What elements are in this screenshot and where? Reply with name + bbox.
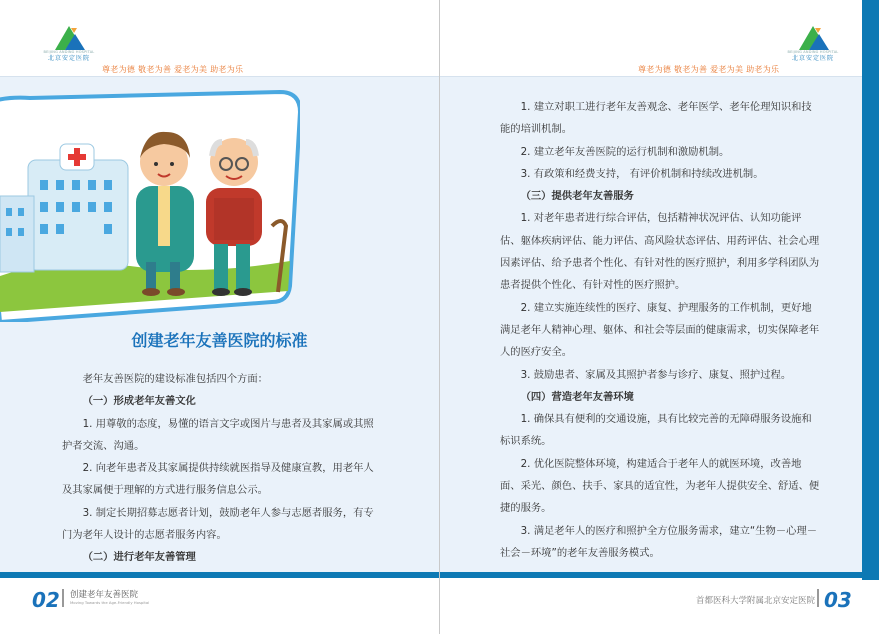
footer-hospital-name: 首都医科大学附属北京安定医院 xyxy=(695,596,815,606)
paragraph: 2. 优化医院整体环境，构建适合于老年人的就医环境，改善地面、采光、颜色、扶手、家具的适宜性，为老年人提供安全、舒适、便捷的服务。 xyxy=(500,457,820,515)
logo-mountain-icon xyxy=(51,24,87,50)
page-number-left: 02 xyxy=(32,588,60,612)
hospital-elderly-illustration xyxy=(0,86,300,322)
paragraph: 2. 建立老年友善医院的运行机制和激励机制。 xyxy=(520,145,730,158)
paragraph: 老年友善医院的建设标准包括四个方面： xyxy=(82,373,268,385)
footer-separator xyxy=(62,589,64,607)
paragraph: 2. 向老年患者及其家属提供持续就医指导及健康宣教，用老年人及其家属便于理解的方式进行服务信息公示。 xyxy=(62,462,374,497)
footer-subtitle: Moving Towards the Age-Friendly Hospital xyxy=(70,600,150,605)
paragraph: 3. 鼓励患者、家属及其照护者参与诊疗、康复、照护过程。 xyxy=(520,368,792,381)
book-gutter xyxy=(439,0,440,634)
logo-mountain-icon xyxy=(795,24,831,50)
page-title: 创建老年友善医院的标准 xyxy=(131,331,308,350)
paragraph: 3. 满足老年人的医疗和照护全方位服务需求，建立“生物－心理－社会－环境”的老年友善服务模式。 xyxy=(500,524,818,559)
paragraph: 1. 确保具有便利的交通设施，具有比较完善的无障碍服务设施和标识系统。 xyxy=(500,413,812,448)
right-body-text xyxy=(500,96,820,564)
paragraph: 1. 建立对职工进行老年友善观念、老年医学、老年伦理知识和技能的培训机制。 xyxy=(500,101,812,136)
hospital-logo xyxy=(34,24,104,63)
logo-english-text: BEIJING ANDING HOSPITAL xyxy=(787,50,839,54)
footer-separator xyxy=(817,589,819,607)
header-slogan: 尊老为德 敬老为善 爱老为美 助老为乐 xyxy=(638,65,780,74)
header-slogan: 尊老为德 敬老为善 爱老为美 助老为乐 xyxy=(102,65,244,74)
page-number-right: 03 xyxy=(824,588,852,612)
section-heading: （二）进行老年友善管理 xyxy=(82,551,196,564)
left-body-text xyxy=(62,368,382,569)
footer-bar-right xyxy=(440,572,862,578)
paragraph: 1. 对老年患者进行综合评估，包括精神状况评估、认知功能评估、躯体疾病评估、能力评估、高风险状态评估、用药评估、社会心理因素评估、给予患者个性化、有针对性的医疗照护，利用多学科团队为患者提供个性化、有针对性的医疗照护。 xyxy=(500,212,820,292)
section-heading: （三）提供老年友善服务 xyxy=(520,190,634,203)
paragraph: 3. 制定长期招募志愿者计划，鼓励老年人参与志愿者服务，有专门为老年人设计的志愿者服务内容。 xyxy=(62,506,374,542)
hospital-logo xyxy=(778,24,848,63)
footer-title: 创建老年友善医院 xyxy=(70,590,139,600)
section-heading: （一）形成老年友善文化 xyxy=(82,395,196,408)
paragraph: 2. 建立实施连续性的医疗、康复、护理服务的工作机制，更好地满足老年人精神心理、躯体、和社会等层面的健康需求，切实保障老年人的医疗安全。 xyxy=(500,301,820,359)
footer-bar-left xyxy=(0,572,439,578)
logo-chinese-text: 北京安定医院 xyxy=(47,55,90,62)
paragraph: 3. 有政策和经费支持， 有评价机制和持续改进机制。 xyxy=(520,167,764,180)
page-edge-tab xyxy=(862,0,879,580)
paragraph: 1. 用尊敬的态度，易懂的语言文字或图片与患者及其家属或其照护者交流、沟通。 xyxy=(62,417,374,452)
section-heading: （四）营造老年友善环境 xyxy=(520,390,634,403)
logo-english-text: BEIJING ANDING HOSPITAL xyxy=(43,50,95,54)
logo-chinese-text: 北京安定医院 xyxy=(791,55,834,62)
